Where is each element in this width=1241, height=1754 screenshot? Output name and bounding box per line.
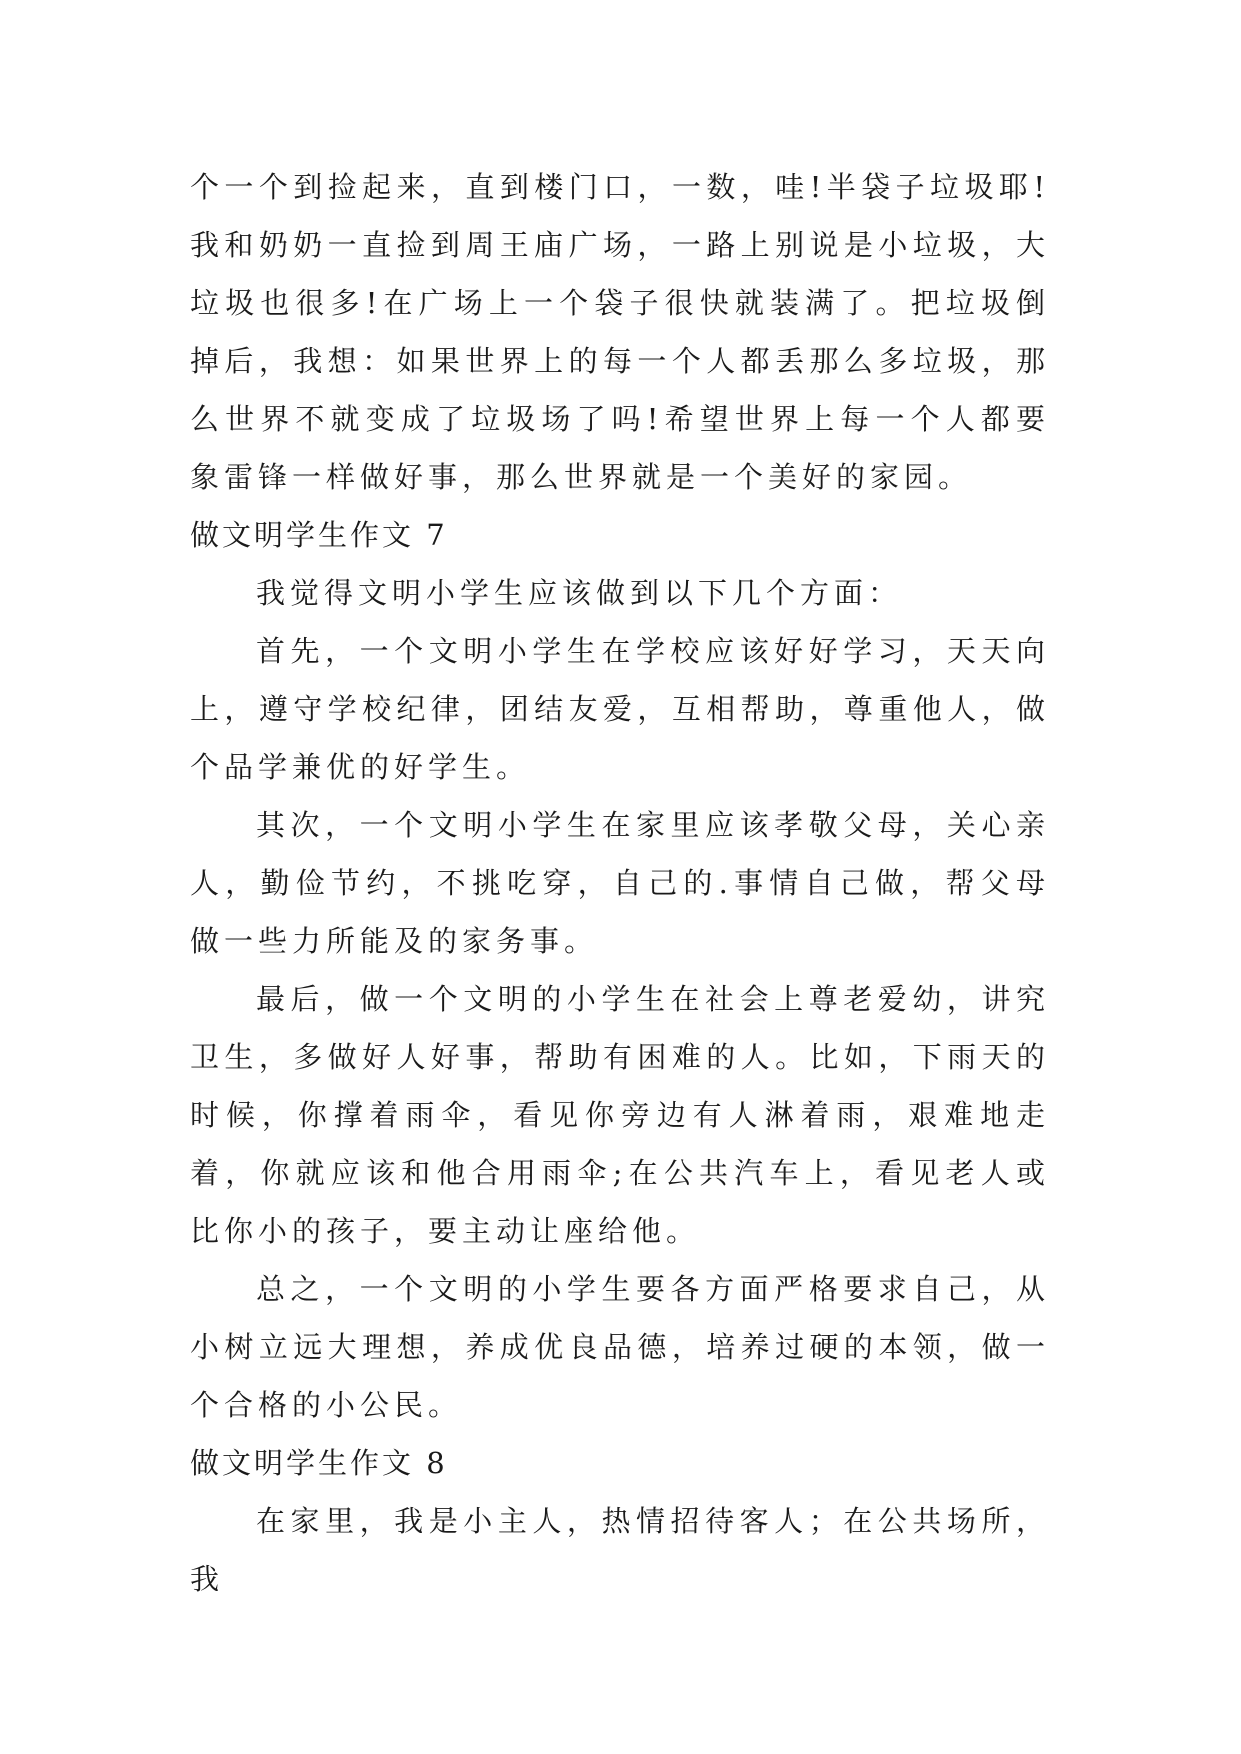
essay-heading-8: 做文明学生作文 8 [190,1446,448,1480]
paragraph-second: 其次，一个文明小学生在家里应该孝敬父母，关心亲人，勤俭节约，不挑吃穿，自己的.事情自己做，帮父母做一些力所能及的家务事。 [190,808,1050,958]
paragraph-intro: 我觉得文明小学生应该做到以下几个方面： [256,576,903,610]
paragraph-conclusion: 总之，一个文明的小学生要各方面严格要求自己，从小树立远大理想，养成优良品德，培养过硬的本领，做一个合格的小公民。 [190,1272,1050,1422]
essay-heading-7: 做文明学生作文 7 [190,518,448,552]
paragraph-essay-8-start: 在家里，我是小主人，热情招待客人；在公共场所，我 [190,1504,1050,1596]
paragraph-last: 最后，做一个文明的小学生在社会上尊老爱幼，讲究卫生，多做好人好事，帮助有困难的人。比如，下雨天的时候，你撑着雨伞，看见你旁边有人淋着雨，艰难地走着，你就应该和他合用雨伞;在公共汽车上，看见老人或比你小的孩子，要主动让座给他。 [190,982,1050,1248]
paragraph-first: 首先，一个文明小学生在学校应该好好学习，天天向上，遵守学校纪律，团结友爱，互相帮助，尊重他人，做个品学兼优的好学生。 [190,634,1050,784]
document-body [190,158,1050,1608]
paragraph-continued: 个一个到捡起来，直到楼门口，一数，哇!半袋子垃圾耶!我和奶奶一直捡到周王庙广场，一路上别说是小垃圾，大垃圾也很多!在广场上一个袋子很快就装满了。把垃圾倒掉后，我想：如果世界上的每一个人都丢那么多垃圾，那么世界不就变成了垃圾场了吗!希望世界上每一个人都要象雷锋一样做好事，那么世界就是一个美好的家园。 [190,170,1050,494]
